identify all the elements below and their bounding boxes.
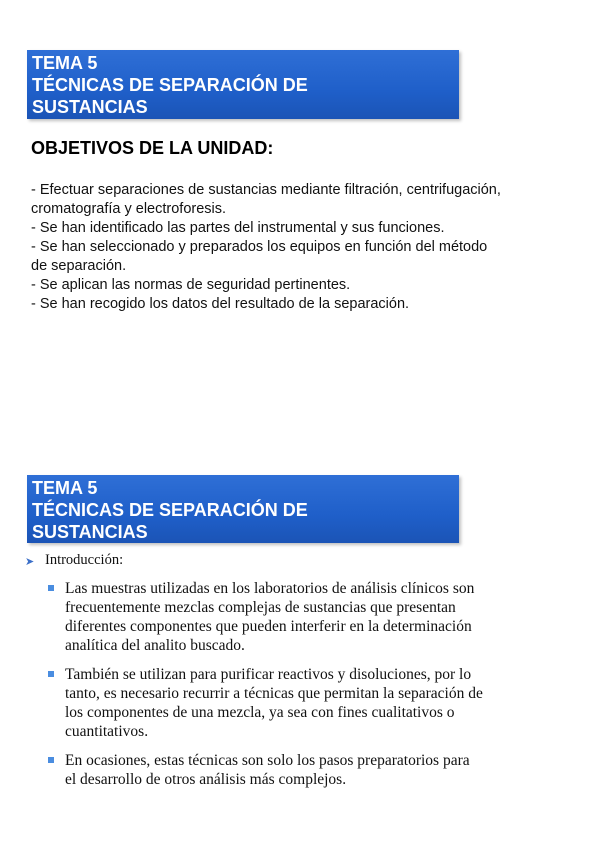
slide1-title-line1: TEMA 5 [32, 53, 98, 73]
introduction-heading-row [25, 551, 585, 571]
objective-line: - Se han seleccionado y preparados los equipos en función del método [31, 239, 488, 255]
square-bullet-icon [48, 671, 54, 677]
list-item [48, 665, 585, 741]
introduction-section [25, 551, 585, 799]
bullet-text: Las muestras utilizadas en los laboratorios de análisis clínicos son frecuentemente mezclas complejas de sustancias que presentan diferentes componentes que pueden interferir en la determinación analítica del analito buscado. [65, 580, 475, 654]
bullet-text: También se utilizan para purificar reactivos y disoluciones, por lo tanto, es necesario recurrir a técnicas que permitan la separación de los componentes de una mezcla, ya sea con fines cualitativos o cuantitativos. [65, 666, 483, 740]
objective-line: - Efectuar separaciones de sustancias mediante filtración, centrifugación, [31, 182, 501, 198]
objective-line: - Se han recogido los datos del resultado de la separación. [31, 296, 410, 312]
slide1-title-line3: SUSTANCIAS [32, 97, 148, 117]
list-item [48, 579, 585, 655]
objective-line: - Se aplican las normas de seguridad pertinentes. [31, 277, 351, 293]
objective-line: de separación. [31, 258, 127, 274]
slide2-title-line3: SUSTANCIAS [32, 522, 148, 542]
objectives-heading: OBJETIVOS DE LA UNIDAD: [31, 138, 274, 158]
bullet-text: En ocasiones, estas técnicas son solo los pasos preparatorios para el desarrollo de otros análisis más complejos. [65, 752, 470, 788]
objective-line: - Se han identificado las partes del instrumental y sus funciones. [31, 220, 445, 236]
square-bullet-icon [48, 585, 54, 591]
slide2-title-banner [27, 475, 459, 543]
slide2-title-line1: TEMA 5 [32, 478, 98, 498]
objectives-list [31, 181, 591, 314]
arrow-bullet-icon: ➤ [25, 556, 35, 568]
list-item [48, 751, 585, 789]
objective-line: cromatografía y electroforesis. [31, 201, 227, 217]
slide1-title-line2: TÉCNICAS DE SEPARACIÓN DE [32, 75, 308, 95]
slide2-title-line2: TÉCNICAS DE SEPARACIÓN DE [32, 500, 308, 520]
slide1-title-banner [27, 50, 459, 119]
square-bullet-icon [48, 757, 54, 763]
introduction-bullet-list [25, 579, 585, 789]
introduction-heading: Introducción: [45, 552, 124, 568]
